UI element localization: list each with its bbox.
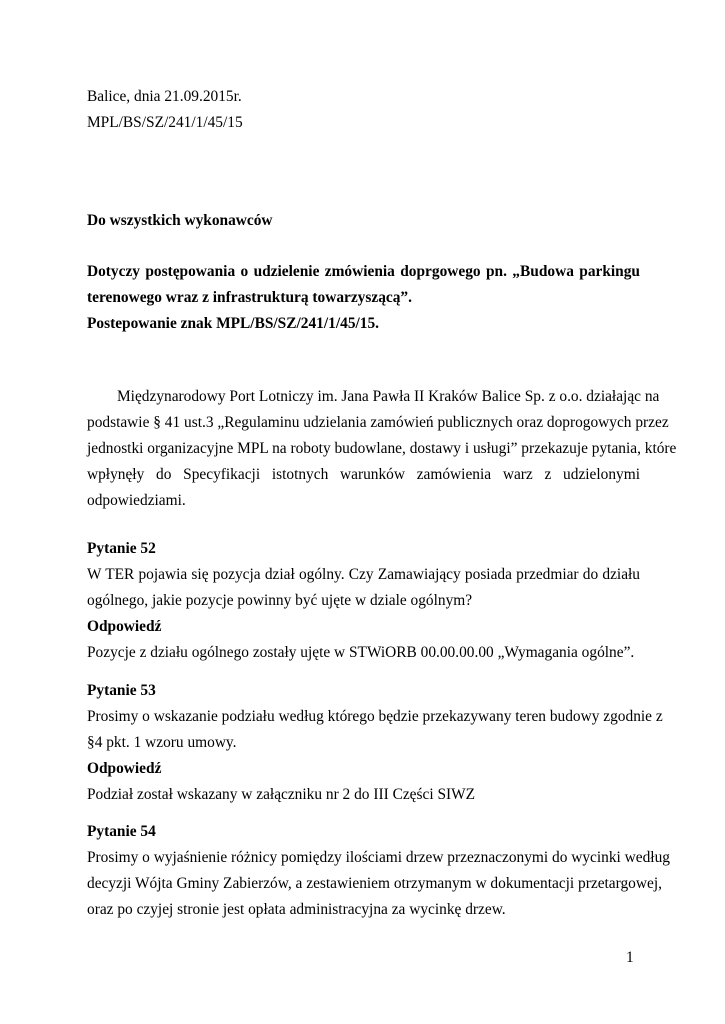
question-text-line: Prosimy o wyjaśnienie różnicy pomiędzy ilościami drzew przeznaczonymi do wycinki według	[87, 849, 670, 866]
question-heading: Pytanie 54	[87, 823, 156, 840]
intro-paragraph	[87, 384, 677, 514]
question-text-line: Prosimy o wskazanie podziału według którego będzie przekazywany teren budowy zgodnie z	[87, 708, 663, 725]
subject-line-2: terenowego wraz z infrastrukturą towarzyszącą”.	[87, 289, 412, 306]
question-heading: Pytanie 53	[87, 682, 156, 699]
intro-line-4: wpłynęły do Specyfikacji istotnych warunków zamówienia warz z udzielonymi	[87, 466, 640, 483]
answer-text-line: Podział został wskazany w załączniku nr 2 do III Części SIWZ	[87, 786, 476, 803]
subject-line-3: Postepowanie znak MPL/BS/SZ/241/1/45/15.	[87, 315, 380, 332]
addressee: Do wszystkich wykonawców	[87, 212, 273, 229]
question-text-line: §4 pkt. 1 wzoru umowy.	[87, 734, 237, 751]
letter-header	[87, 84, 640, 136]
answer-text-line: Pozycje z działu ogólnego zostały ujęte w STWiORB 00.00.00.00 „Wymagania ogólne”.	[87, 644, 635, 661]
subject-line-1: Dotyczy postępowania o udzielenie zmówienia doprgowego pn. „Budowa parkingu	[87, 263, 640, 280]
question-text-line: ogólnego, jakie pozycje powinny być ujęte w dziale ogólnym?	[87, 592, 473, 609]
answer-heading: Odpowiedź	[87, 760, 162, 777]
subject-block	[87, 259, 640, 337]
intro-line-3: jednostki organizacyjne MPL na roboty budowlane, dostawy i usługi” przekazuje pytania, które	[87, 440, 677, 457]
question-heading: Pytanie 52	[87, 540, 156, 557]
intro-line-2: podstawie § 41 ust.3 „Regulaminu udzielania zamówień publicznych oraz doprogowych przez	[87, 414, 669, 431]
question-text-line: W TER pojawia się pozycja dział ogólny. Czy Zamawiający posiada przedmiar do działu	[87, 566, 640, 583]
question-text-line: decyzji Wójta Gminy Zabierzów, a zestawieniem otrzymanym w dokumentacji przetargowej,	[87, 875, 662, 892]
question-53	[87, 678, 663, 808]
place-date: Balice, dnia 21.09.2015r.	[87, 88, 242, 105]
question-text-line: oraz po czyjej stronie jest opłata administracyjna za wycinkę drzew.	[87, 901, 506, 918]
question-52	[87, 536, 640, 666]
intro-line-1: Międzynarodowy Port Lotniczy im. Jana Pawła II Kraków Balice Sp. z o.o. działając na	[117, 388, 660, 405]
reference-number: MPL/BS/SZ/241/1/45/15	[87, 114, 243, 131]
addressee-block	[87, 208, 640, 234]
question-54	[87, 819, 670, 923]
page-number: 1	[626, 949, 634, 966]
answer-heading: Odpowiedź	[87, 618, 162, 635]
intro-line-5: odpowiedziami.	[87, 492, 186, 509]
